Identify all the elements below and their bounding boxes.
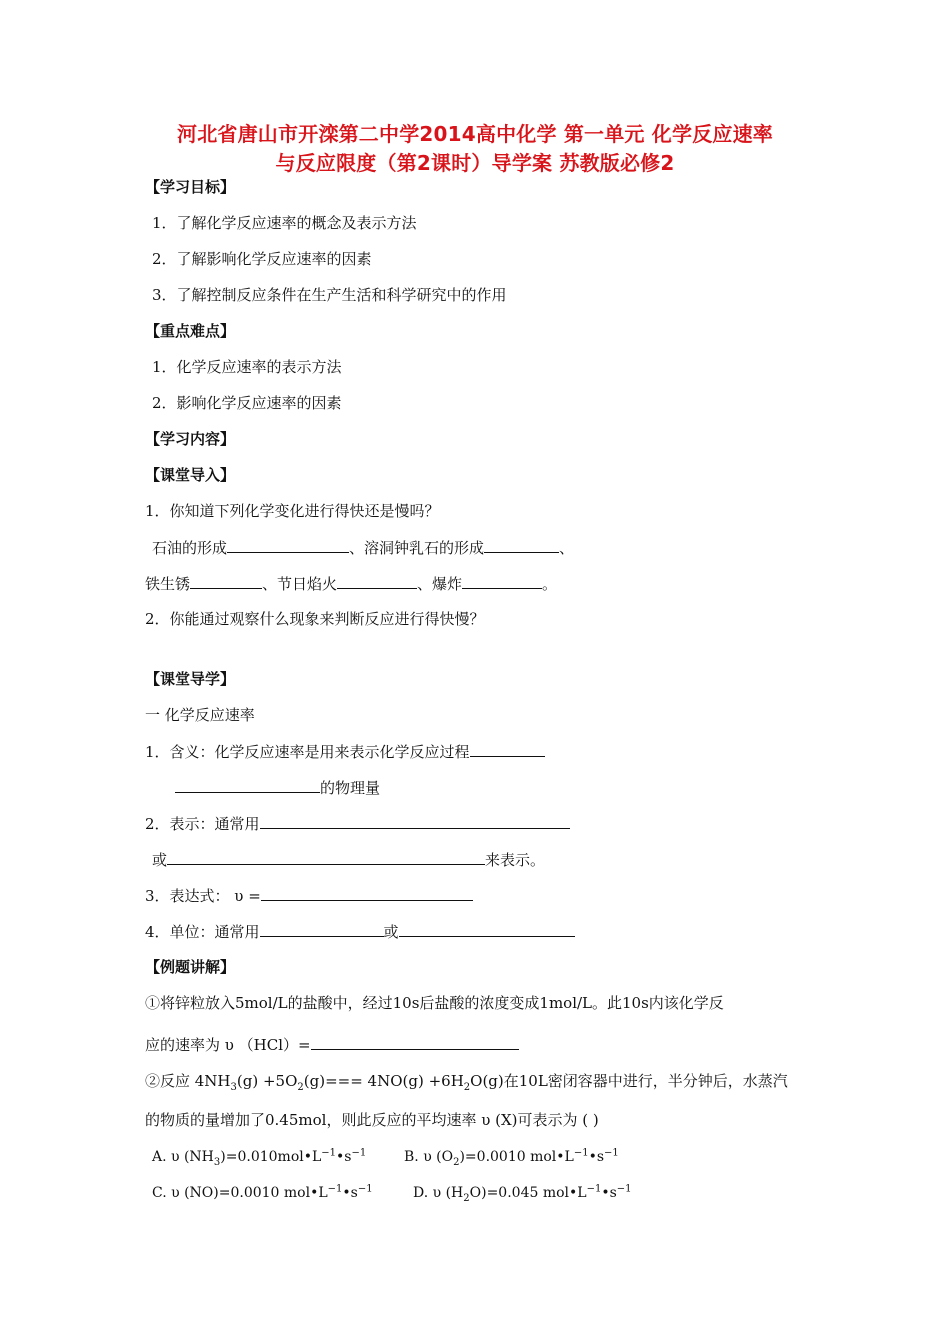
choice-a[interactable]: [152, 1147, 366, 1167]
stalactite-blank[interactable]: [484, 537, 559, 553]
formula-blank[interactable]: [261, 885, 473, 901]
superscript: −1: [573, 1147, 589, 1159]
objective-item-2: 2．了解影响化学反应速率的因素: [152, 250, 372, 268]
expression-blank-2[interactable]: [167, 849, 485, 865]
expression-prefix: 2．表示：通常用: [145, 815, 260, 833]
choice-b[interactable]: [404, 1147, 619, 1167]
intro-blank-line-1: [152, 537, 574, 558]
subscript-2: 2: [453, 1156, 460, 1168]
choice-c[interactable]: [152, 1183, 373, 1203]
expression-or: 或: [152, 851, 168, 869]
unit-blank-2[interactable]: [399, 921, 575, 937]
fireworks-blank[interactable]: [337, 573, 417, 589]
example-2-line-2: 的物质的量增加了0.45mol，则此反应的平均速率 υ (X)可表示为 ( ): [145, 1111, 599, 1129]
choice-c-text: C. υ (NO)=0.0010 mol•L: [152, 1185, 328, 1201]
period: 。: [542, 575, 558, 593]
superscript: −1: [327, 1183, 343, 1195]
subscript-2: 2: [297, 1082, 304, 1093]
unit-s: •s: [342, 1185, 358, 1201]
explosion-blank[interactable]: [462, 573, 542, 589]
intro-question-1: 1．你知道下列化学变化进行得快还是慢吗？: [145, 502, 440, 520]
example-1-blank[interactable]: [311, 1034, 519, 1050]
expression-blank-1[interactable]: [260, 813, 570, 829]
superscript: −1: [321, 1147, 337, 1159]
fireworks-label: 、节日焰火: [262, 575, 338, 593]
choice-a-pre: A. υ (NH: [152, 1149, 214, 1165]
example-1-line-2: [145, 1034, 519, 1055]
choice-d-pre: D. υ (H: [413, 1185, 464, 1201]
unit-s: •s: [336, 1149, 352, 1165]
objectives-heading: 【学习目标】: [145, 178, 236, 196]
unit-prefix: 4．单位：通常用: [145, 923, 260, 941]
definition-line-2: [175, 777, 380, 798]
definition-prefix: 1．含义：化学反应速率是用来表示化学反应过程: [145, 743, 470, 761]
section-title: 一 化学反应速率: [145, 706, 255, 724]
objective-item-1: 1．了解化学反应速率的概念及表示方法: [152, 214, 417, 232]
superscript: −1: [604, 1147, 619, 1159]
definition-suffix: 的物理量: [320, 779, 381, 797]
example-1-line-1: ①将锌粒放入5mol/L的盐酸中，经过10s后盐酸的浓度变成1mol/L。此10s内该化学反: [145, 994, 724, 1012]
rust-label: 铁生锈: [145, 575, 191, 593]
oil-blank[interactable]: [227, 537, 349, 553]
example-2-line-1: [145, 1071, 788, 1091]
ex2-part-c: (g)=== 4NO(g) +6H: [303, 1072, 464, 1090]
expression-line-2: [152, 849, 545, 870]
key-points-heading: 【重点难点】: [145, 322, 236, 340]
unit-blank-1[interactable]: [260, 921, 384, 937]
ex2-part-b: (g) +5O: [236, 1072, 298, 1090]
intro-blank-line-2: [145, 573, 557, 594]
guide-heading: 【课堂导学】: [145, 670, 236, 688]
definition-line-1: [145, 741, 545, 762]
intro-heading: 【课堂导入】: [145, 466, 236, 484]
stalactite-label: 、溶洞钟乳石的形成: [349, 539, 485, 557]
unit-or: 或: [383, 923, 399, 941]
choice-b-post: )=0.0010 mol•L: [459, 1149, 574, 1165]
ex2-part-d: O(g)在10L密闭容器中进行，半分钟后，水蒸汽: [470, 1072, 788, 1090]
superscript: −1: [586, 1183, 602, 1195]
choice-d[interactable]: [413, 1183, 632, 1203]
key-point-item-2: 2．影响化学反应速率的因素: [152, 394, 342, 412]
title-line-1: 河北省唐山市开滦第二中学2014高中化学 第一单元 化学反应速率: [177, 122, 773, 146]
superscript: −1: [351, 1147, 367, 1159]
objective-item-3: 3．了解控制反应条件在生产生活和科学研究中的作用: [152, 286, 507, 304]
ex2-part-a: ②反应 4NH: [145, 1072, 231, 1090]
choice-a-post: )=0.010mol•L: [220, 1149, 322, 1165]
choice-d-post: O)=0.045 mol•L: [469, 1185, 587, 1201]
key-point-item-1: 1．化学反应速率的表示方法: [152, 358, 342, 376]
explosion-label: 、爆炸: [417, 575, 463, 593]
superscript: −1: [616, 1183, 632, 1195]
expression-suffix: 来表示。: [485, 851, 546, 869]
choice-b-pre: B. υ (O: [404, 1149, 454, 1165]
unit-s: •s: [601, 1185, 617, 1201]
comma: 、: [559, 539, 575, 557]
expression-line-1: [145, 813, 570, 834]
examples-heading: 【例题讲解】: [145, 958, 236, 976]
definition-blank-2[interactable]: [175, 777, 320, 793]
formula-label: 3．表达式： υ =: [145, 887, 261, 905]
unit-s: •s: [588, 1149, 605, 1165]
document-title: [100, 120, 850, 178]
definition-blank-1[interactable]: [470, 741, 545, 757]
subscript-2: 2: [463, 1192, 470, 1204]
subscript-2: 2: [463, 1082, 471, 1093]
content-heading: 【学习内容】: [145, 430, 236, 448]
example-1-prefix: 应的速率为 υ （HCl）=: [145, 1036, 311, 1054]
subscript-3: 3: [213, 1156, 221, 1168]
formula-line: [145, 885, 473, 906]
subscript-3: 3: [230, 1082, 237, 1093]
intro-question-2: 2．你能通过观察什么现象来判断反应进行得快慢？: [145, 610, 485, 628]
superscript: −1: [357, 1183, 373, 1195]
oil-label: 石油的形成: [152, 539, 228, 557]
title-line-2: 与反应限度（第2课时）导学案 苏教版必修2: [275, 151, 675, 175]
unit-line: [145, 921, 575, 942]
rust-blank[interactable]: [190, 573, 262, 589]
